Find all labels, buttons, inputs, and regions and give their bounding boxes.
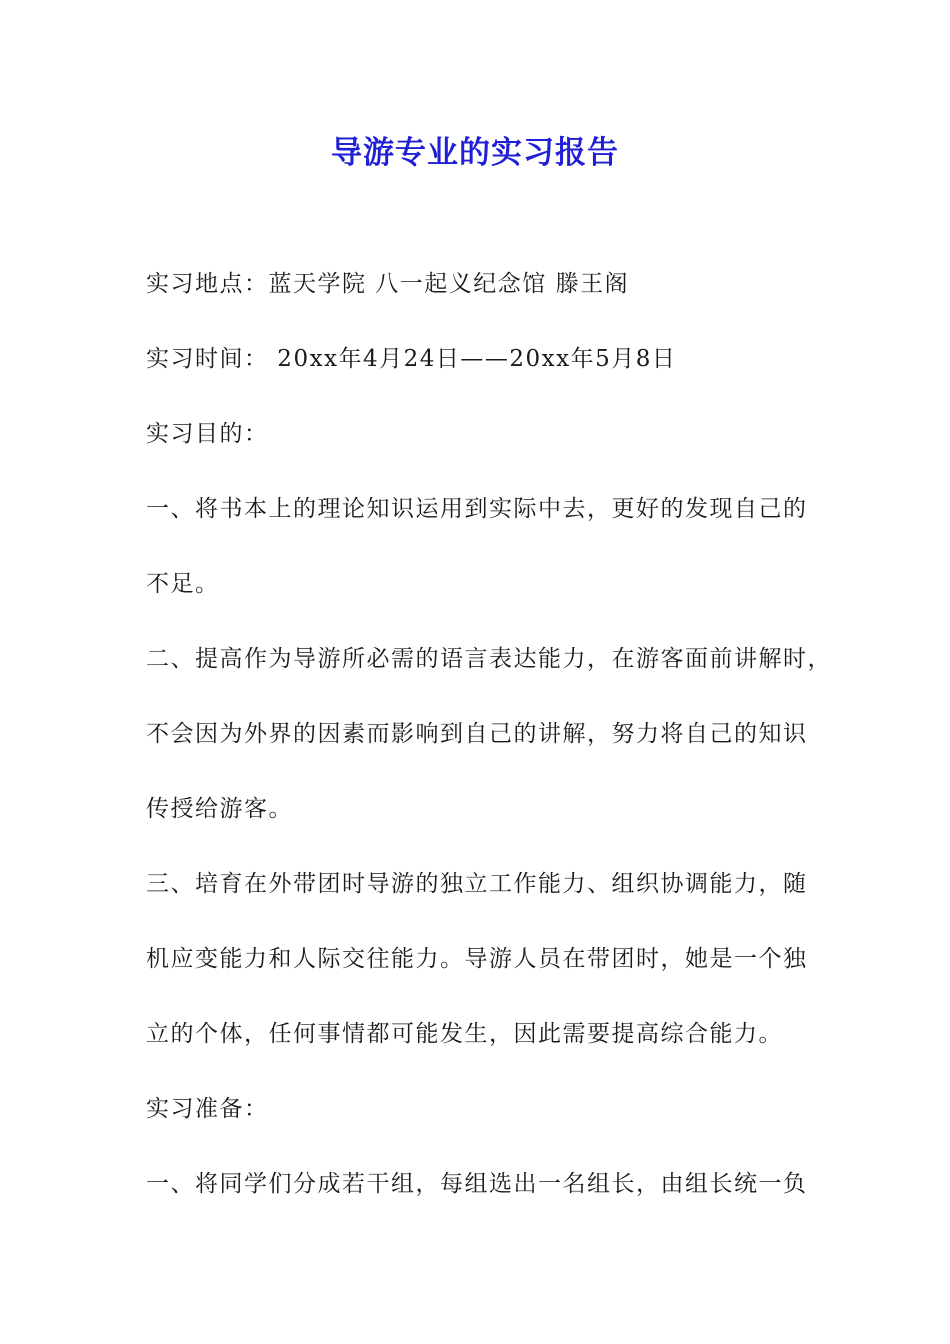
body-line: 三、培育在外带团时导游的独立工作能力、组织协调能力，随 xyxy=(146,871,808,897)
body-line: 机应变能力和人际交往能力。导游人员在带团时，她是一个独 xyxy=(146,946,808,972)
body-line: 传授给游客。 xyxy=(146,796,293,822)
body-line-preparation-heading: 实习准备： xyxy=(146,1096,269,1122)
body-line-purpose-heading: 实习目的： xyxy=(146,421,269,447)
body-line: 一、将书本上的理论知识运用到实际中去，更好的发现自己的 xyxy=(146,496,808,522)
document-title: 导游专业的实习报告 xyxy=(331,135,619,171)
body-line: 不足。 xyxy=(146,571,220,597)
body-line: 二、提高作为导游所必需的语言表达能力，在游客面前讲解时， xyxy=(146,646,832,672)
body-line: 立的个体，任何事情都可能发生，因此需要提高综合能力。 xyxy=(146,1021,783,1047)
body-line: 一、将同学们分成若干组，每组选出一名组长，由组长统一负 xyxy=(146,1171,808,1197)
document-body xyxy=(146,259,832,1234)
body-line: 不会因为外界的因素而影响到自己的讲解，努力将自己的知识 xyxy=(146,721,808,747)
body-line-location: 实习地点：蓝天学院 八一起义纪念馆 滕王阁 xyxy=(146,271,630,297)
body-line-time: 实习时间： 20xx年4月24日——20xx年5月8日 xyxy=(146,346,677,372)
